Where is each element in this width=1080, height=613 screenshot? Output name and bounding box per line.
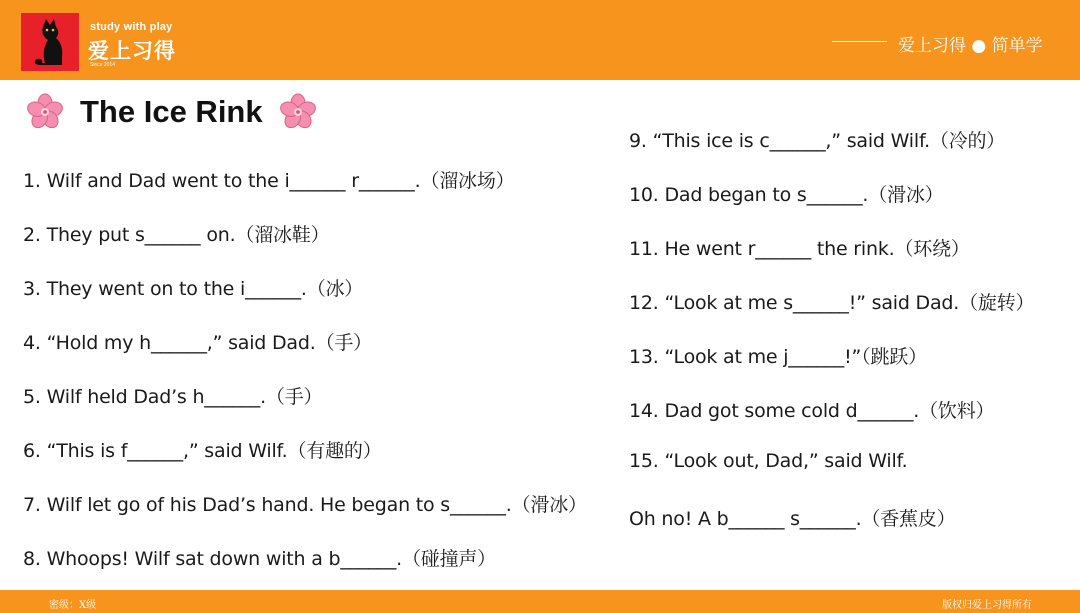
question-item: 6. “This is f______,” said Wilf.（有趣的） [23, 440, 382, 462]
cherry-blossom-icon [26, 93, 64, 131]
question-item: 8. Whoops! Wilf sat down with a b______.（碰撞声） [23, 548, 496, 570]
tagline-divider [832, 41, 887, 42]
question-item: 13. “Look at me j______!”（跳跃） [629, 346, 927, 368]
brand-since: Since 2014 [90, 62, 116, 68]
question-item: 11. He went r______ the rink.（环绕） [629, 238, 970, 260]
cat-logo-icon [21, 13, 79, 71]
question-item: 1. Wilf and Dad went to the i______ r______.（溜冰场） [23, 170, 515, 192]
question-item: Oh no! A b______ s______.（香蕉皮） [629, 508, 956, 530]
cherry-blossom-icon [279, 93, 317, 131]
footer-copyright: 版权归爱上习得所有 [942, 600, 1032, 611]
question-item: 4. “Hold my h______,” said Dad.（手） [23, 332, 372, 354]
worksheet-title: The Ice Rink [80, 94, 263, 129]
question-item: 12. “Look at me s______!” said Dad.（旋转） [629, 292, 1035, 314]
worksheet-title-row [26, 90, 317, 134]
question-item: 9. “This ice is c______,” said Wilf.（冷的） [629, 130, 1006, 152]
question-item: 15. “Look out, Dad,” said Wilf. [629, 450, 908, 472]
question-item: 7. Wilf let go of his Dad’s hand. He began to s______.（滑冰） [23, 494, 587, 516]
question-item: 2. They put s______ on.（溜冰鞋） [23, 224, 330, 246]
question-item: 3. They went on to the i______.（冰） [23, 278, 364, 300]
question-item: 5. Wilf held Dad’s h______.（手） [23, 386, 323, 408]
footer-bar [0, 590, 1080, 613]
header-bar [0, 0, 1080, 80]
question-item: 14. Dad got some cold d______.（饮料） [629, 400, 995, 422]
brand-english: study with play [90, 21, 173, 33]
question-item: 10. Dad began to s______.（滑冰） [629, 184, 944, 206]
brand-chinese: 爱上习得 [88, 39, 176, 63]
header-tagline: 爱上习得 ● 简单学 [898, 36, 1043, 56]
footer-classification: 密级：X级 [49, 600, 97, 611]
